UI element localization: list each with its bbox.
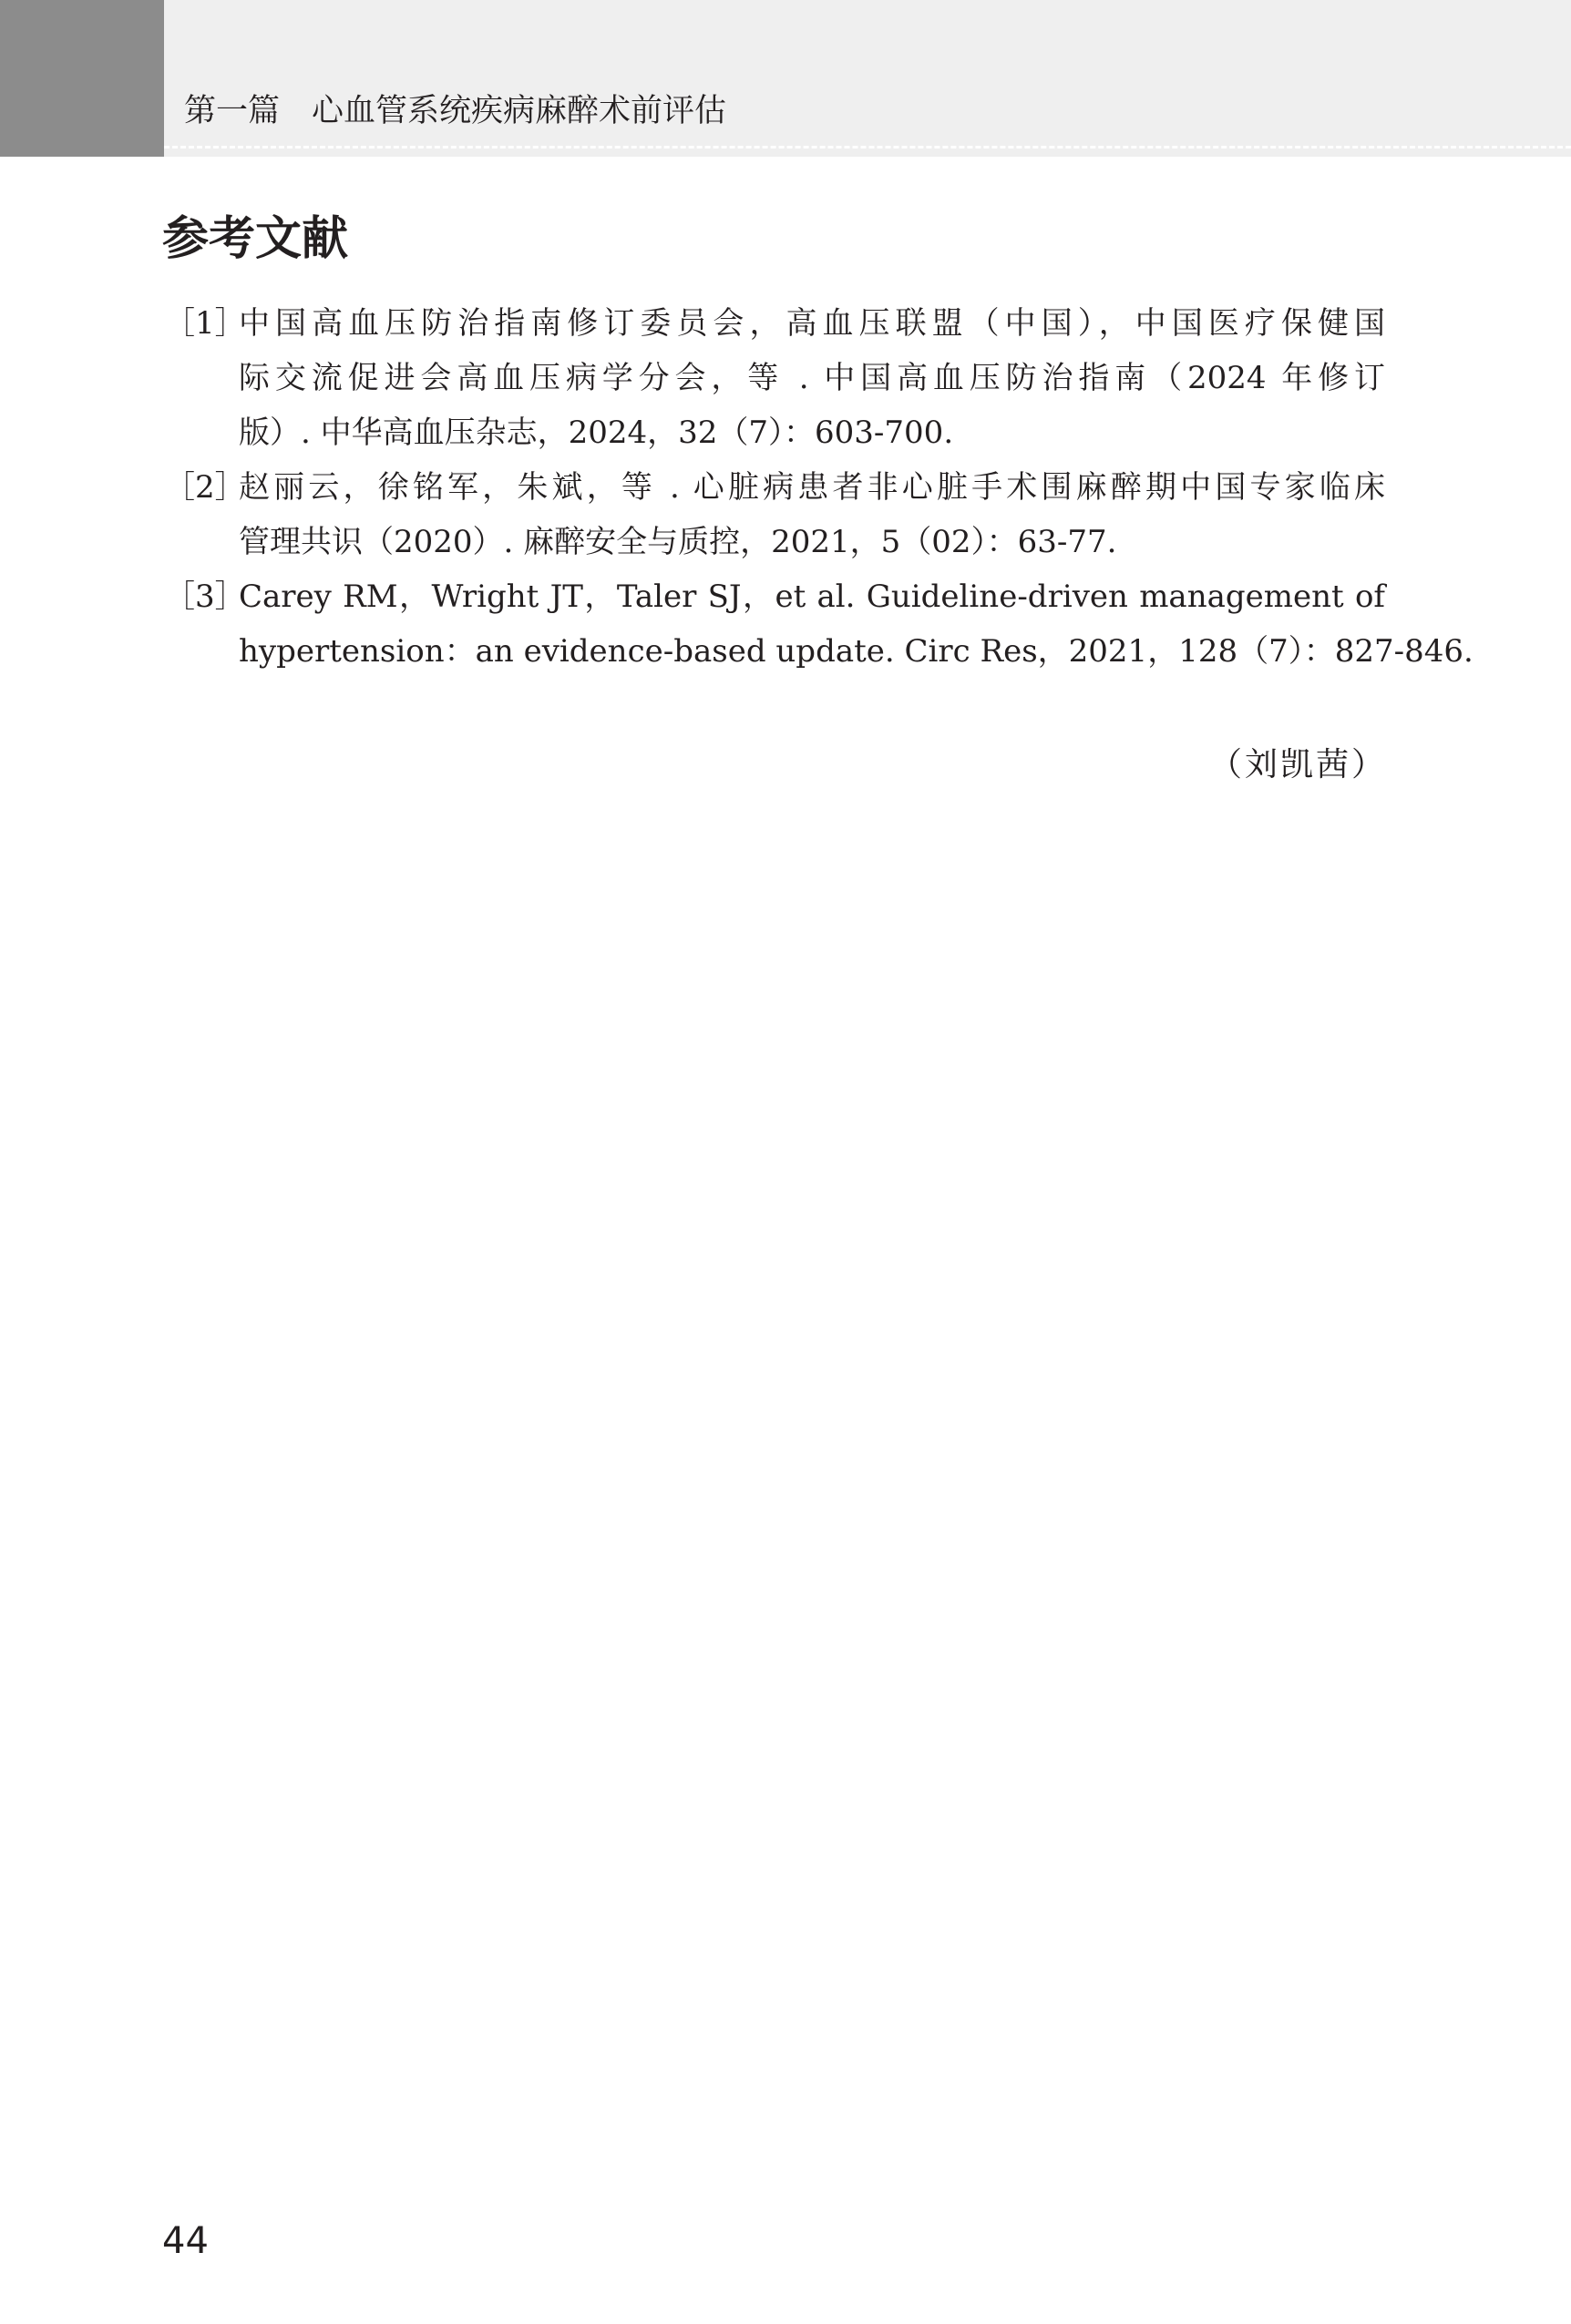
author-signature: （刘凯茜） [1208, 746, 1387, 783]
reference-number: ［1］ [164, 305, 246, 342]
reference-list [164, 296, 1473, 679]
reference-number: ［3］ [164, 578, 246, 615]
reference-line: 管理共识（2020）. 麻醉安全与质控，2021，5（02）：63-77. [239, 524, 1117, 560]
reference-line: 版）. 中华高血压杂志，2024，32（7）：603-700. [239, 415, 954, 451]
reference-item-1 [164, 296, 1385, 460]
reference-number: ［2］ [164, 469, 246, 506]
reference-line: hypertension：an evidence-based update. Circ Res，2021，128（7）：827-846. [239, 633, 1473, 670]
header-dashed-rule [164, 146, 1571, 148]
header-tab-block [0, 0, 164, 157]
reference-item-3 [164, 569, 1473, 679]
section-title: 参考文献 [162, 212, 349, 266]
reference-item-2 [164, 460, 1385, 569]
reference-line: 际交流促进会高血压病学分会，等 . 中国高血压防治指南（2024 年修订 [239, 360, 1385, 396]
running-title: 第一篇 心血管系统疾病麻醉术前评估 [184, 93, 727, 129]
reference-line: Carey RM，Wright JT，Taler SJ，et al. Guideline-driven management of [239, 578, 1385, 615]
reference-line: 中国高血压防治指南修订委员会，高血压联盟（中国），中国医疗保健国 [239, 305, 1385, 342]
page-number: 44 [162, 2220, 209, 2262]
reference-line: 赵丽云，徐铭军，朱斌，等 . 心脏病患者非心脏手术围麻醉期中国专家临床 [239, 469, 1385, 506]
running-header [0, 0, 1571, 157]
